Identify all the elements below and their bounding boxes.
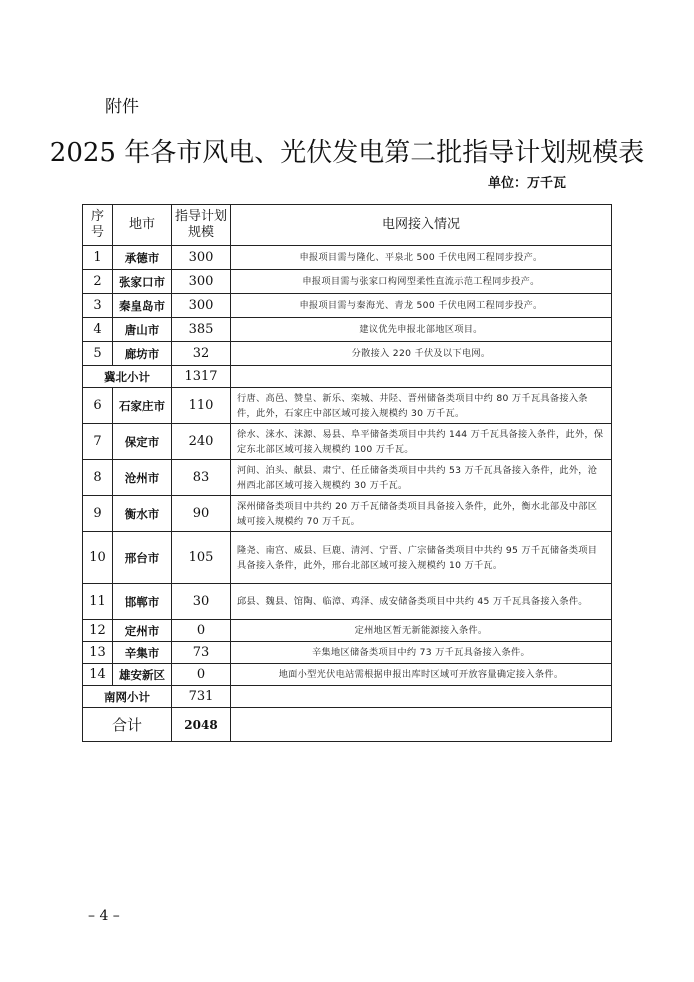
row-grid-note: 行唐、高邑、赞皇、新乐、栾城、井陉、晋州储备类项目中约 80 万千瓦具备接入条件，此外，石家庄中部区域可接入规模约 30 万千瓦。	[231, 388, 612, 424]
row-scale: 90	[172, 496, 231, 532]
unit-label: 单位：万千瓦	[488, 176, 567, 191]
row-grid-note: 徐水、涞水、涞源、易县、阜平储备类项目中共约 144 万千瓦具备接入条件，此外，保定东北部区域可接入规模约 100 万千瓦。	[231, 424, 612, 460]
row-scale: 300	[172, 246, 231, 270]
table-header-row	[83, 205, 612, 246]
row-grid-note: 河间、泊头、献县、肃宁、任丘储备类项目中共约 53 万千瓦具备接入条件，此外，沧州西北部区域可接入规模约 30 万千瓦。	[231, 460, 612, 496]
row-number: 11	[83, 584, 113, 620]
table-row	[83, 532, 612, 584]
row-city: 衡水市	[113, 496, 172, 532]
subtotal-grid	[231, 686, 612, 708]
row-city: 秦皇岛市	[113, 294, 172, 318]
table-row	[83, 460, 612, 496]
subtotal-grid	[231, 366, 612, 388]
row-scale: 83	[172, 460, 231, 496]
row-scale: 105	[172, 532, 231, 584]
row-scale: 300	[172, 294, 231, 318]
header-city: 地市	[113, 205, 172, 246]
row-scale: 240	[172, 424, 231, 460]
subtotal-scale: 1317	[172, 366, 231, 388]
row-city: 邯郸市	[113, 584, 172, 620]
table-subtotal-row	[83, 366, 612, 388]
table-row	[83, 664, 612, 686]
row-grid-note: 建议优先申报北部地区项目。	[231, 318, 612, 342]
row-city: 定州市	[113, 620, 172, 642]
table-total-row	[83, 708, 612, 742]
page-number: – 4 –	[88, 908, 120, 924]
row-number: 4	[83, 318, 113, 342]
row-number: 10	[83, 532, 113, 584]
row-grid-note: 邱县、魏县、馆陶、临漳、鸡泽、成安储备类项目中共约 45 万千瓦具备接入条件。	[231, 584, 612, 620]
table-row	[83, 388, 612, 424]
row-number: 14	[83, 664, 113, 686]
header-grid: 电网接入情况	[231, 205, 612, 246]
row-grid-note: 分散接入 220 千伏及以下电网。	[231, 342, 612, 366]
row-number: 9	[83, 496, 113, 532]
page-title: 2025 年各市风电、光伏发电第二批指导计划规模表	[49, 138, 645, 168]
row-grid-note: 辛集地区储备类项目中约 73 万千瓦具备接入条件。	[231, 642, 612, 664]
row-city: 邢台市	[113, 532, 172, 584]
row-number: 3	[83, 294, 113, 318]
table-row	[83, 620, 612, 642]
row-number: 8	[83, 460, 113, 496]
plan-scale-table	[82, 204, 612, 742]
row-number: 13	[83, 642, 113, 664]
row-number: 12	[83, 620, 113, 642]
row-scale: 32	[172, 342, 231, 366]
table-row	[83, 318, 612, 342]
row-scale: 30	[172, 584, 231, 620]
table-row	[83, 246, 612, 270]
table-row	[83, 424, 612, 460]
row-scale: 73	[172, 642, 231, 664]
header-no: 序号	[83, 205, 113, 246]
attachment-label: 附件	[105, 97, 139, 117]
table-row	[83, 294, 612, 318]
row-grid-note: 深州储备类项目中共约 20 万千瓦储备类项目具备接入条件，此外，衡水北部及中部区域可接入规模约 70 万千瓦。	[231, 496, 612, 532]
row-city: 廊坊市	[113, 342, 172, 366]
subtotal-label: 南网小计	[83, 686, 172, 708]
total-grid	[231, 708, 612, 742]
row-grid-note: 申报项目需与秦海光、青龙 500 千伏电网工程同步投产。	[231, 294, 612, 318]
table-row	[83, 642, 612, 664]
row-scale: 110	[172, 388, 231, 424]
row-city: 承德市	[113, 246, 172, 270]
table-subtotal-row	[83, 686, 612, 708]
row-grid-note: 隆尧、南宫、威县、巨鹿、清河、宁晋、广宗储备类项目中共约 95 万千瓦储备类项目具备接入条件，此外，邢台北部区域可接入规模约 10 万千瓦。	[231, 532, 612, 584]
table-row	[83, 496, 612, 532]
row-scale: 300	[172, 270, 231, 294]
table-body	[83, 246, 612, 742]
header-scale: 指导计划规模	[172, 205, 231, 246]
row-grid-note: 申报项目需与张家口构网型柔性直流示范工程同步投产。	[231, 270, 612, 294]
row-city: 雄安新区	[113, 664, 172, 686]
row-city: 沧州市	[113, 460, 172, 496]
row-grid-note: 定州地区暂无新能源接入条件。	[231, 620, 612, 642]
row-scale: 385	[172, 318, 231, 342]
row-grid-note: 申报项目需与隆化、平泉北 500 千伏电网工程同步投产。	[231, 246, 612, 270]
table-row	[83, 270, 612, 294]
total-scale: 2048	[172, 708, 231, 742]
table-row	[83, 584, 612, 620]
row-number: 2	[83, 270, 113, 294]
row-scale: 0	[172, 664, 231, 686]
row-number: 6	[83, 388, 113, 424]
row-scale: 0	[172, 620, 231, 642]
subtotal-label: 冀北小计	[83, 366, 172, 388]
total-label: 合计	[83, 708, 172, 742]
row-city: 张家口市	[113, 270, 172, 294]
row-city: 石家庄市	[113, 388, 172, 424]
row-city: 保定市	[113, 424, 172, 460]
table-row	[83, 342, 612, 366]
row-grid-note: 地面小型光伏电站需根据申报出库时区域可开放容量确定接入条件。	[231, 664, 612, 686]
row-number: 1	[83, 246, 113, 270]
row-number: 7	[83, 424, 113, 460]
row-city: 唐山市	[113, 318, 172, 342]
subtotal-scale: 731	[172, 686, 231, 708]
row-city: 辛集市	[113, 642, 172, 664]
row-number: 5	[83, 342, 113, 366]
